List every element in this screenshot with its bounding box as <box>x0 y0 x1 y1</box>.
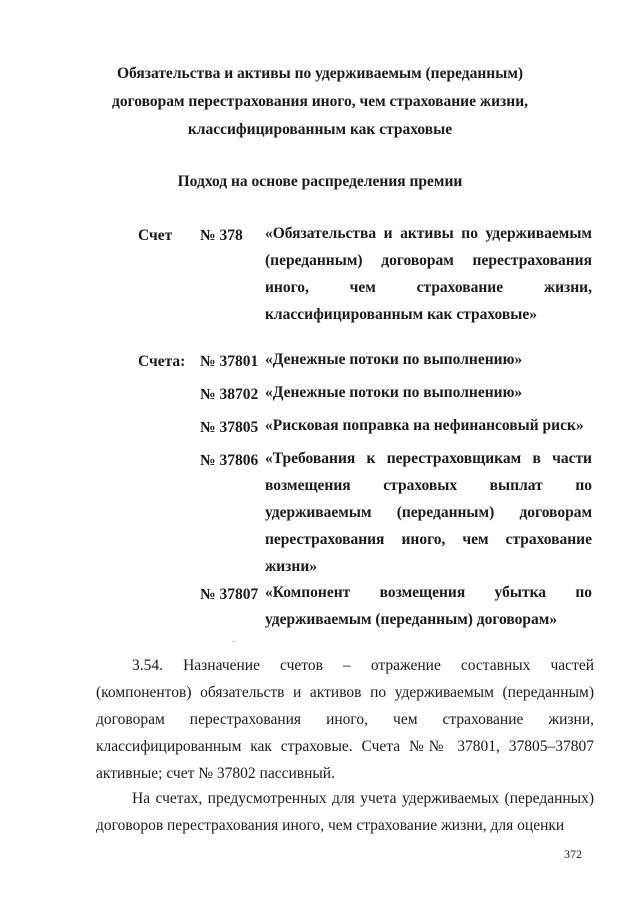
scan-speck <box>233 641 235 642</box>
sub-account-description: «Компонент возмещения убытка по удерживаемым (переданным) договорам» <box>265 584 592 628</box>
sub-account-number: № 37801 <box>200 353 259 370</box>
account-description: «Обязательства и активы по удерживаемым (переданным) договорам перестрахования иного, чем страхование жизни, классифицированным как страховые» <box>265 225 592 323</box>
document-title: Обязательства и активы по удерживаемым (переданным) договорам перестрахования иного, чем страхование жизни, классифицированным как страховые <box>111 65 528 138</box>
document-subtitle: Подход на основе распределения премии <box>177 173 463 190</box>
sub-account-description: «Рисковая поправка на нефинансовый риск» <box>265 417 584 434</box>
sub-account-number: № 37805 <box>200 419 259 436</box>
paragraph-text: 3.54. Назначение счетов – отражение составных частей (компонентов) обязательств и активов по удерживаемым (переданным) договорам перестрахования иного, чем страхование жизни, классифицированным как страховые. Счета №№ 37801, 37805–37807 активные; счет № 37802 пассивный. <box>96 657 594 782</box>
sub-account-description: «Денежные потоки по выполнению» <box>265 384 523 401</box>
sub-account-description: «Денежные потоки по выполнению» <box>265 351 523 368</box>
sub-account-number: № 38702 <box>200 386 259 403</box>
sub-accounts-label: Счета: <box>138 353 186 370</box>
sub-account-number: № 37807 <box>200 586 259 603</box>
page-number: 372 <box>564 847 582 861</box>
sub-account-number: № 37806 <box>200 452 259 469</box>
account-label: Счет <box>138 227 173 244</box>
sub-account-description: «Требования к перестраховщикам в части возмещения страховых выплат по удерживаемым (переданным) договорам перестрахования иного, чем страхование жизни» <box>265 450 592 575</box>
account-number: № 378 <box>200 227 243 244</box>
paragraph-text: На счетах, предусмотренных для учета удерживаемых (переданных) договоров перестрахования иного, чем страхование жизни, для оценки <box>96 790 594 834</box>
body-paragraph <box>96 652 594 787</box>
body-paragraph <box>96 785 594 839</box>
